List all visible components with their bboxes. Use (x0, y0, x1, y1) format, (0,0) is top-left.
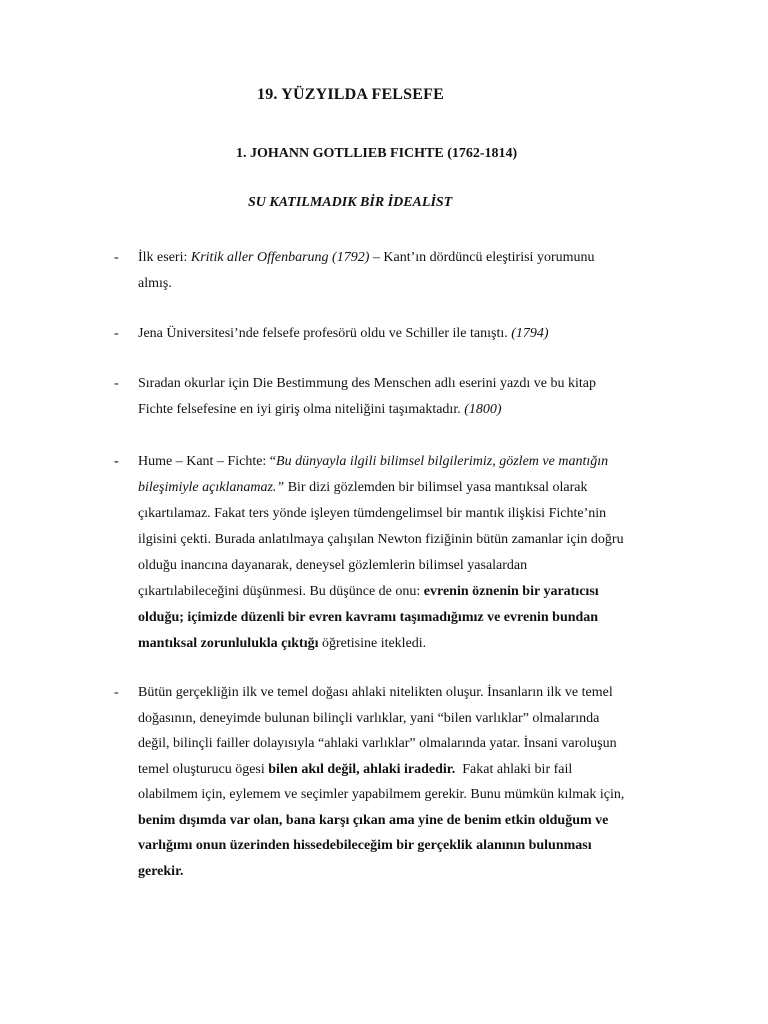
bullet-dash: - (114, 454, 119, 469)
text-line: değil, bilinçli failler dolayısıyla “ahlaki varlıklar” olmalarında yatar. İnsani varoluşun (138, 736, 617, 751)
list-item-text (138, 321, 680, 347)
text-run: Bir dizi gözlemden bir bilimsel yasa mantıksal olarak (284, 480, 588, 495)
text-line: Bütün gerçekliğin ilk ve temel doğası ahlaki nitelikten oluşur. İnsanların ilk ve temel (138, 685, 613, 700)
text-line (138, 397, 680, 423)
text-line: Sıradan okurlar için Die Bestimmung des Menschen adlı eserini yazdı ve bu kitap (138, 376, 596, 391)
text-line: çıkartılamaz. Fakat ters yönde işleyen tümdengelimsel bir mantık ilişkisi Fichte’nin (138, 506, 607, 521)
book-title: Kritik aller Offenbarung (1792) (190, 250, 370, 265)
year-note: (1800) (464, 402, 502, 417)
bullet-dash: - (114, 376, 119, 391)
text-run: temel oluşturucu ögesi (138, 761, 269, 777)
list-item-text (138, 680, 680, 884)
text-line (138, 757, 680, 783)
section-heading: 1. JOHANN GOTLLIEB FICHTE (1762-1814) (236, 146, 518, 161)
text-run: öğretisine itekledi. (318, 636, 427, 651)
emphasis-line: varlığımı onun üzerinden hissedebileceğim bir gerçeklik alanının bulunması (138, 838, 592, 853)
text-run: – Kant’ın dördüncü eleştirisi yorumunu (369, 250, 595, 265)
text-line (138, 245, 680, 271)
text-run: İlk eseri: (138, 250, 191, 265)
emphasis-text: bilen akıl değil, ahlaki iradedir. (268, 761, 456, 777)
bullet-dash: - (114, 685, 119, 700)
list-item-text (138, 371, 680, 423)
emphasis-line: gerekir. (138, 863, 184, 879)
text-line: almış. (138, 276, 172, 291)
text-line (138, 449, 680, 475)
page-title: 19. YÜZYILDA FELSEFE (257, 86, 444, 103)
year-note: (1794) (511, 326, 549, 341)
quote-text: bileşimiyle açıklanamaz.” (138, 480, 285, 495)
text-line: ilgisini çekti. Burada anlatılmaya çalışılan Newton fiziğinin bütün zamanlar için doğru (138, 532, 624, 547)
list-item-text (138, 245, 680, 297)
text-line (138, 475, 680, 501)
text-line (138, 631, 680, 657)
emphasis-line: olduğu; içimizde düzenli bir evren kavramı taşımadığımız ve evrenin bundan (138, 610, 599, 625)
text-line: olabilmem için, eylemem ve seçimler yapabilmem gerekir. Bunu mümkün kılmak için, (138, 787, 625, 802)
text-run: Jena Üniversitesi’nde felsefe profesörü oldu ve Schiller ile tanıştı. (138, 326, 512, 341)
emphasis-line: benim dışımda var olan, bana karşı çıkan ama yine de benim etkin olduğum ve (138, 812, 609, 828)
list-item-text (138, 449, 680, 657)
bullet-dash: - (114, 250, 119, 265)
emphasis-text: mantıksal zorunlulukla çıktığı (138, 636, 319, 651)
bullet-dash: - (114, 326, 119, 341)
text-run: Hume – Kant – Fichte: “ (138, 454, 277, 469)
text-line (138, 579, 680, 605)
text-line: olduğu inancına dayanarak, deneysel gözlemlerin bilimsel yasalardan (138, 558, 528, 573)
text-line (138, 321, 680, 347)
text-run: çıkartılabileceğini düşünmesi. Bu düşünce de onu: (138, 584, 424, 599)
section-subheading: SU KATILMADIK BİR İDEALİST (248, 195, 453, 210)
text-run: Fichte felsefesine en iyi giriş olma niteliğini taşımaktadır. (138, 402, 465, 417)
emphasis-text: evrenin öznenin bir yaratıcısı (423, 584, 599, 599)
quote-text: Bu dünyayla ilgili bilimsel bilgilerimiz, gözlem ve mantığın (276, 454, 609, 469)
text-run: Fakat ahlaki bir fail (455, 761, 573, 777)
text-line: doğasının, deneyimde bulunan bilinçli varlıklar, yani “bilen varlıklar” olmalarında (138, 710, 600, 726)
